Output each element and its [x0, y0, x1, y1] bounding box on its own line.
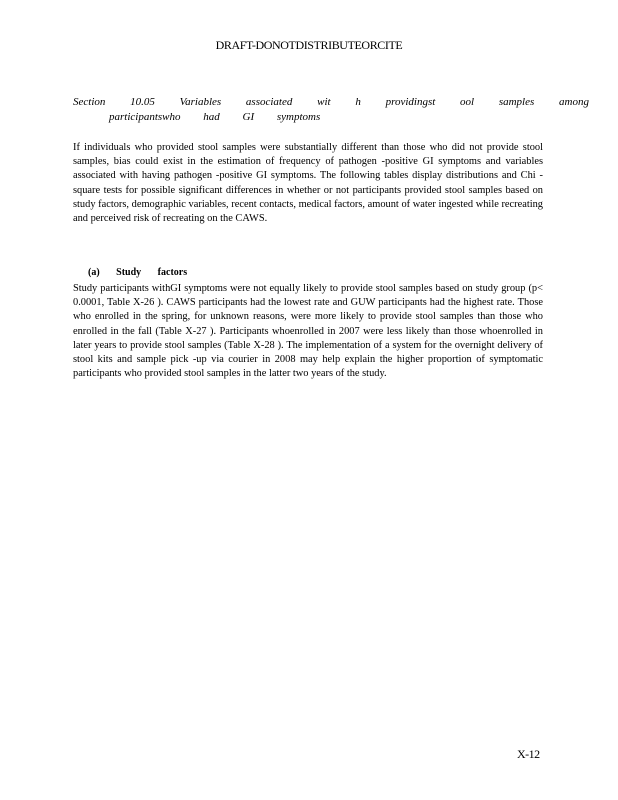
study-factors-paragraph: Study participants withGI symptoms were not equally likely to provide stool samples based on study group (p< 0.0001, Table X-26 ). CAWS participants had the lowest rate and GUW participants had the highest rate. Those who enrolled in the spring, for unknown reasons, were more likely to provide stool samples than those who enrolled in the fall (Table X-27 ). Participants whoenrolled in 2007 were less likely than those whoenrolled in later years to provide stool samples (Table X-28 ). The implementation of a system for the overnight delivery of stool kits and sample pick -up via courier in 2008 may help explain the higher proportion of symptomatic participants who provided stool samples in the latter two years of the study. — [73, 283, 543, 380]
page-header: DRAFT-DONOTDISTRIBUTEORCITE — [215, 38, 403, 52]
intro-paragraph: If individuals who provided stool samples were substantially different than those who did not provide stool samples, bias could exist in the estimation of frequency of pathogen -positive GI symptoms and variables associated with having pathogen -positive GI symptoms. The following tables display distributions and Chi -square tests for possible significant differences in whether or not participants provided stool samples based on study factors, demographic variables, recent contacts, medical factors, amount of water ingested while recreating and perceived risk of recreating on the CAWS. — [73, 142, 543, 225]
section-heading-line-1: Section 10.05 Variables associated wit h providingst ool samples among — [73, 96, 589, 108]
page-number: X-12 — [517, 747, 540, 761]
section-heading-line-2: participantswho had GI symptoms — [109, 111, 321, 123]
subsection-heading-study-factors: (a) Study factors — [88, 267, 188, 278]
section-heading — [73, 95, 589, 125]
